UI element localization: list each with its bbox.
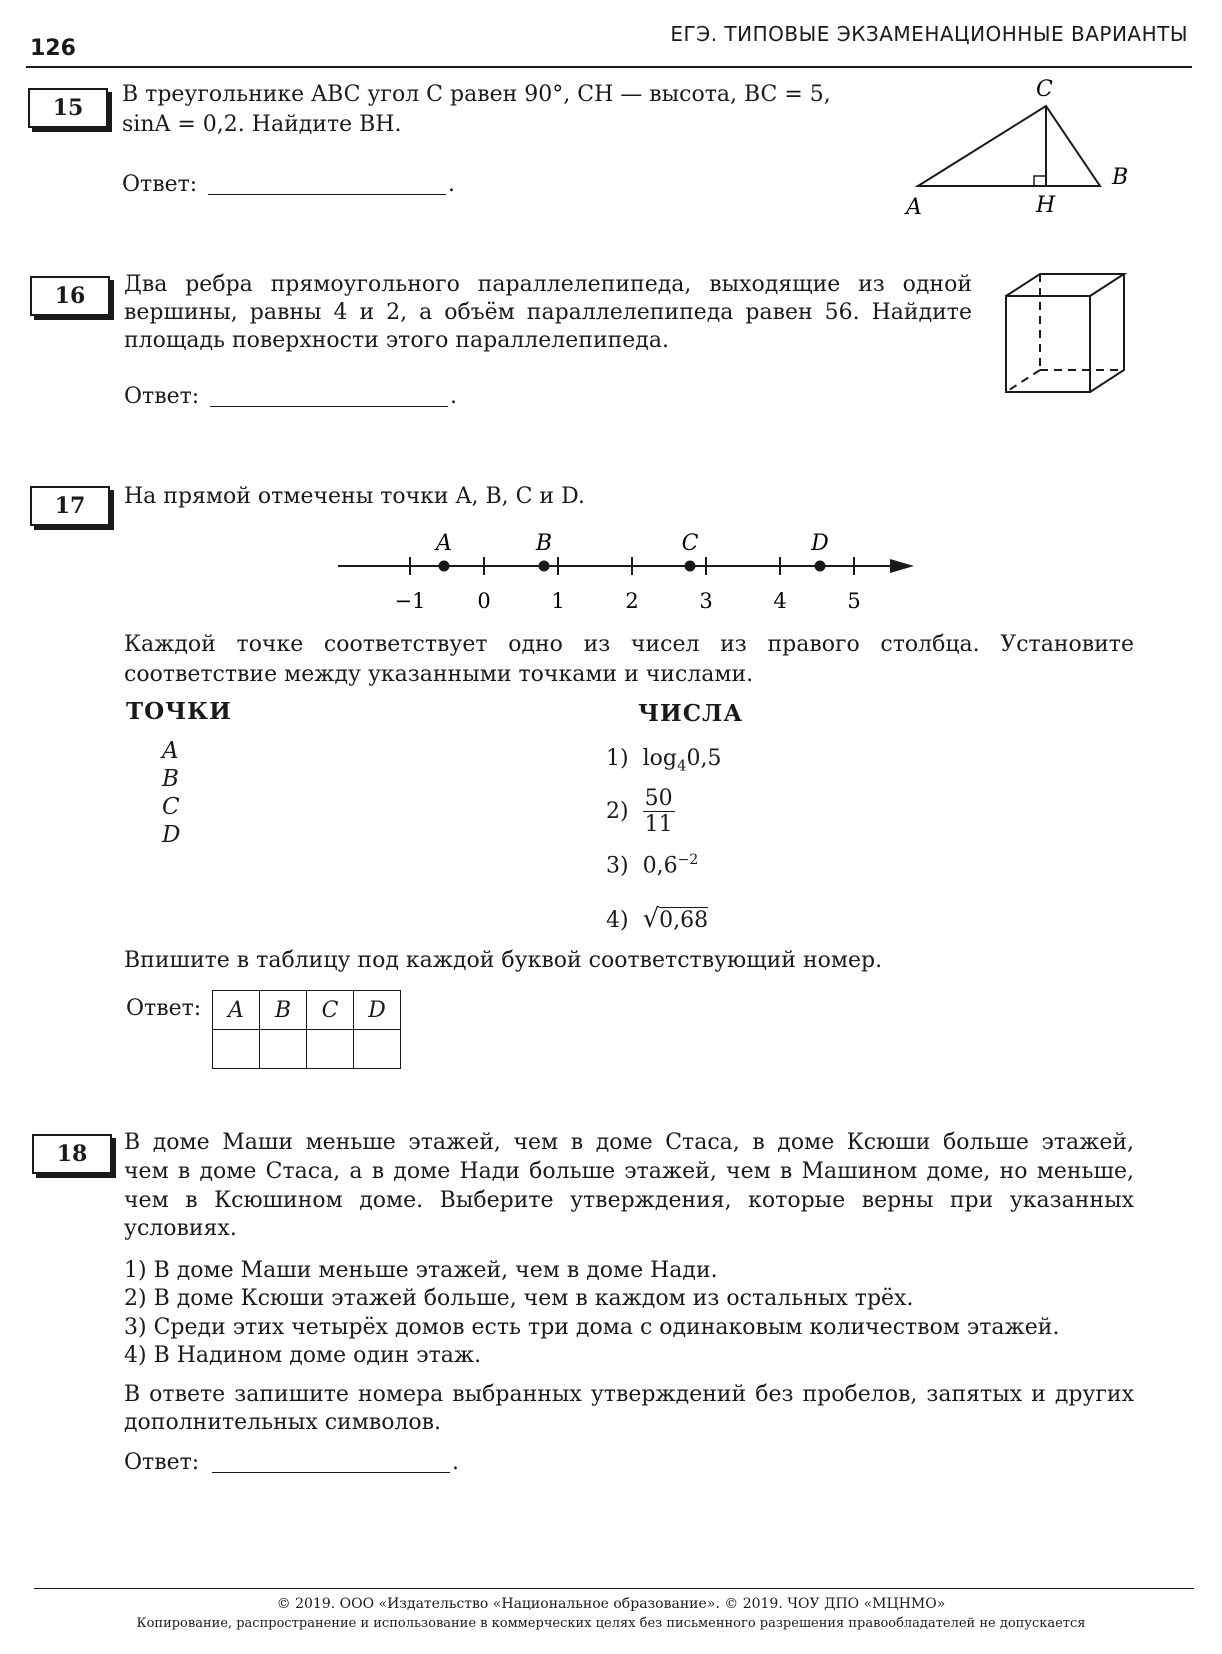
footer-copyright: © 2019. ООО «Издательство «Национальное образование». © 2019. ЧОУ ДПО «МЦНМО»	[276, 1596, 946, 1612]
table-header-a: A	[213, 991, 260, 1030]
header-rule	[26, 66, 1192, 68]
triangle-abc	[918, 106, 1100, 186]
option-3: 3) $0,6^{-2}$	[606, 852, 699, 879]
answer-cell-d[interactable]	[354, 1030, 401, 1069]
label-a: A	[906, 195, 922, 220]
problem-17-number: 17	[30, 486, 110, 526]
point-label-b: B	[535, 531, 553, 556]
number-line	[330, 522, 930, 622]
problem-18-line2: чем в доме Стаса, а в доме Нади больше этажей, чем в Машином доме, но меньше,	[124, 1159, 1134, 1184]
letter-d: D	[162, 822, 181, 848]
triangle-figure	[900, 72, 1140, 222]
period: .	[452, 1450, 459, 1475]
letter-c: C	[162, 794, 180, 820]
problem-18-final-line2: дополнительных символов.	[124, 1410, 442, 1435]
answer-cell-c[interactable]	[307, 1030, 354, 1069]
problem-18-line3: чем в Ксюшином доме. Выберите утверждения, которые верны при указанных	[124, 1188, 1134, 1213]
point-d	[815, 561, 826, 572]
problem-15-answer-label: Ответ:	[122, 172, 198, 197]
problem-16-answer-field[interactable]	[210, 380, 448, 407]
problem-18-answer-field[interactable]	[212, 1446, 450, 1473]
problem-16-line2: вершины, равны 4 и 2, а объём параллелепипеда равен 56. Найдите	[124, 300, 972, 325]
problem-18-number: 18	[32, 1134, 112, 1174]
problem-15-line1: В треугольнике ABC угол C равен 90°, CH — высота, BC = 5,	[122, 82, 831, 107]
sqrt-sign: √	[642, 904, 660, 934]
problem-18-line1: В доме Маши меньше этажей, чем в доме Стаса, в доме Ксюши больше этажей,	[124, 1130, 1134, 1155]
problem-17-answer-label: Ответ:	[126, 996, 202, 1021]
label-h: H	[1036, 193, 1056, 218]
front-face	[1006, 296, 1090, 392]
point-c	[685, 561, 696, 572]
axis-tick-label: −1	[394, 589, 426, 613]
axis-arrow	[890, 559, 914, 573]
table-header-b: B	[260, 991, 307, 1030]
option-2: 2) $\frac{50}{11}$	[606, 786, 673, 837]
problem-15-answer-field[interactable]	[208, 168, 446, 195]
axis-tick-label: 0	[477, 589, 491, 613]
statement-4: 4) В Надином доме один этаж.	[124, 1343, 482, 1368]
period: .	[450, 384, 457, 409]
problem-16-line1: Два ребра прямоугольного параллелепипеда, выходящие из одной	[124, 272, 972, 297]
table-header-c: C	[307, 991, 354, 1030]
label-c: C	[1036, 77, 1053, 102]
footer-notice: Копирование, распространение и использование в коммерческих целях без письменного разрешения правообладателей не допускается	[136, 1616, 1086, 1631]
axis-tick-label: 4	[773, 589, 787, 613]
table-header-d: D	[354, 991, 401, 1030]
parallelepiped-figure	[1000, 268, 1136, 404]
period: .	[448, 172, 455, 197]
problem-16-number: 16	[30, 276, 110, 316]
option-4: 4) √0,68	[606, 904, 709, 934]
point-label-c: C	[681, 531, 699, 556]
problem-17-instruction: Впишите в таблицу под каждой буквой соответствующий номер.	[124, 948, 883, 973]
problem-16-answer-label: Ответ:	[124, 384, 200, 409]
problem-15-number: 15	[28, 88, 108, 128]
footer-rule	[34, 1588, 1194, 1589]
statement-2: 2) В доме Ксюши этажей больше, чем в каждом из остальных трёх.	[124, 1286, 914, 1311]
axis-tick-label: 3	[699, 589, 713, 613]
point-b	[539, 561, 550, 572]
point-label-a: A	[436, 531, 452, 556]
letter-a: A	[162, 738, 179, 764]
problem-17-text-line1: Каждой точке соответствует одно из чисел из правого столбца. Установите	[124, 632, 1134, 657]
option-1: 1) $\log_40,5$	[606, 746, 722, 775]
letter-b: B	[162, 766, 179, 792]
point-a	[439, 561, 450, 572]
statement-1: 1) В доме Маши меньше этажей, чем в доме Нади.	[124, 1258, 718, 1283]
answer-table	[212, 990, 401, 1069]
points-header: ТОЧКИ	[126, 698, 232, 725]
problem-17-intro: На прямой отмечены точки A, B, C и D.	[124, 484, 585, 509]
statement-3: 3) Среди этих четырёх домов есть три дома с одинаковым количеством этажей.	[124, 1315, 1060, 1340]
label-b: B	[1112, 165, 1129, 190]
problem-18-answer-label: Ответ:	[124, 1450, 200, 1475]
header-title: ЕГЭ. ТИПОВЫЕ ЭКЗАМЕНАЦИОННЫЕ ВАРИАНТЫ	[670, 22, 1188, 46]
problem-18-line4: условиях.	[124, 1216, 237, 1241]
problem-15-line2: sinA = 0,2. Найдите BH.	[122, 112, 402, 137]
axis-tick-label: 1	[551, 589, 565, 613]
top-face	[1006, 274, 1124, 296]
numbers-header: ЧИСЛА	[638, 700, 744, 727]
problem-18-final-line1: В ответе запишите номера выбранных утверждений без пробелов, запятых и других	[124, 1382, 1134, 1407]
hidden-edge-depth	[1006, 370, 1040, 392]
page-number: 126	[30, 36, 76, 61]
answer-cell-b[interactable]	[260, 1030, 307, 1069]
point-label-d: D	[811, 531, 829, 556]
answer-cell-a[interactable]	[213, 1030, 260, 1069]
axis-tick-label: 2	[625, 589, 639, 613]
right-angle-mark	[1034, 176, 1046, 186]
problem-17-text-line2: соответствие между указанными точками и числами.	[124, 662, 754, 687]
axis-tick-label: 5	[847, 589, 861, 613]
problem-16-line3: площадь поверхности этого параллелепипеда.	[124, 328, 669, 353]
